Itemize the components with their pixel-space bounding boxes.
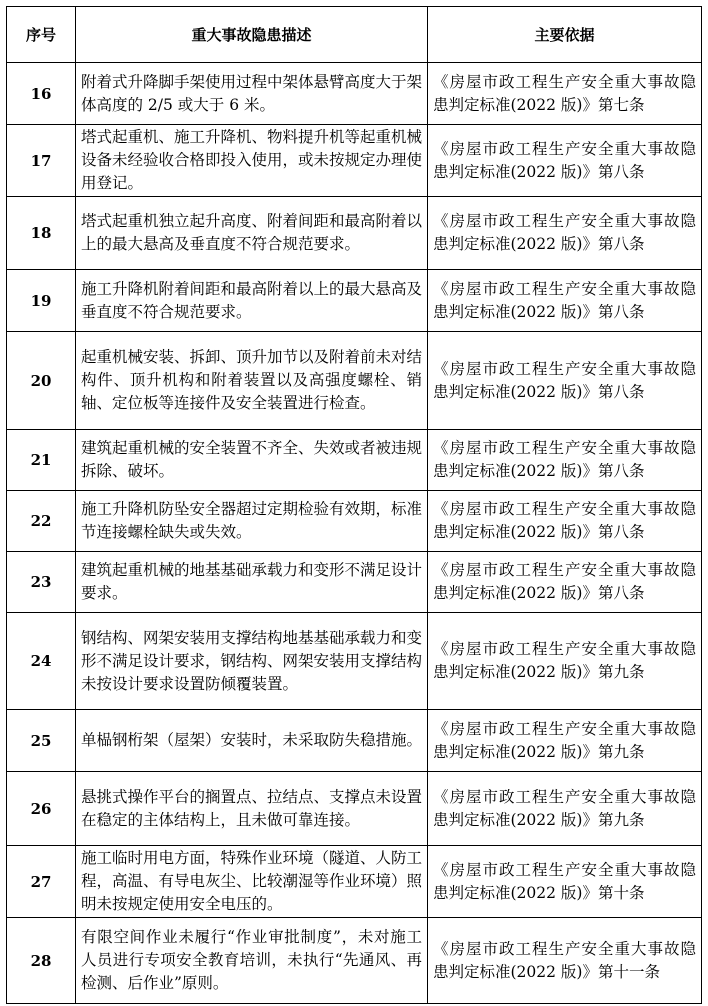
hazard-description: 悬挑式操作平台的搁置点、拉结点、支撑点未设置在稳定的主体结构上，且未做可靠连接。 — [76, 772, 428, 846]
table-row — [7, 918, 702, 1004]
row-number: 19 — [7, 270, 76, 332]
row-number: 17 — [7, 125, 76, 197]
table-row — [7, 430, 702, 491]
row-number: 23 — [7, 552, 76, 613]
row-number: 27 — [7, 846, 76, 918]
regulation-basis: 《房屋市政工程生产安全重大事故隐患判定标准(2022 版)》第九条 — [428, 613, 702, 710]
header-basis: 主要依据 — [428, 7, 702, 63]
row-number: 26 — [7, 772, 76, 846]
row-number: 28 — [7, 918, 76, 1004]
regulation-basis: 《房屋市政工程生产安全重大事故隐患判定标准(2022 版)》第八条 — [428, 270, 702, 332]
table-row — [7, 332, 702, 430]
hazard-description: 附着式升降脚手架使用过程中架体悬臂高度大于架体高度的 2/5 或大于 6 米。 — [76, 63, 428, 125]
hazard-description: 建筑起重机械的地基基础承载力和变形不满足设计要求。 — [76, 552, 428, 613]
hazard-description: 施工升降机附着间距和最高附着以上的最大悬高及垂直度不符合规范要求。 — [76, 270, 428, 332]
table-row — [7, 125, 702, 197]
regulation-basis: 《房屋市政工程生产安全重大事故隐患判定标准(2022 版)》第八条 — [428, 552, 702, 613]
table-row — [7, 491, 702, 552]
regulation-basis: 《房屋市政工程生产安全重大事故隐患判定标准(2022 版)》第八条 — [428, 197, 702, 270]
hazard-description: 塔式起重机、施工升降机、物料提升机等起重机械设备未经验收合格即投入使用，或未按规定办理使用登记。 — [76, 125, 428, 197]
table-row — [7, 552, 702, 613]
regulation-basis: 《房屋市政工程生产安全重大事故隐患判定标准(2022 版)》第九条 — [428, 710, 702, 772]
row-number: 18 — [7, 197, 76, 270]
header-row — [7, 7, 702, 63]
table-row — [7, 197, 702, 270]
regulation-basis: 《房屋市政工程生产安全重大事故隐患判定标准(2022 版)》第八条 — [428, 430, 702, 491]
table-row — [7, 63, 702, 125]
regulation-basis: 《房屋市政工程生产安全重大事故隐患判定标准(2022 版)》第八条 — [428, 491, 702, 552]
header-no: 序号 — [7, 7, 76, 63]
table-row — [7, 710, 702, 772]
regulation-basis: 《房屋市政工程生产安全重大事故隐患判定标准(2022 版)》第十一条 — [428, 918, 702, 1004]
header-description: 重大事故隐患描述 — [76, 7, 428, 63]
row-number: 20 — [7, 332, 76, 430]
hazard-description: 施工升降机防坠安全器超过定期检验有效期，标准节连接螺栓缺失或失效。 — [76, 491, 428, 552]
row-number: 24 — [7, 613, 76, 710]
table-row — [7, 613, 702, 710]
hazard-description: 有限空间作业未履行“作业审批制度”，未对施工人员进行专项安全教育培训，未执行“先通风、再检测、后作业”原则。 — [76, 918, 428, 1004]
table-row — [7, 270, 702, 332]
row-number: 21 — [7, 430, 76, 491]
row-number: 16 — [7, 63, 76, 125]
regulation-basis: 《房屋市政工程生产安全重大事故隐患判定标准(2022 版)》第十条 — [428, 846, 702, 918]
table-row — [7, 846, 702, 918]
row-number: 22 — [7, 491, 76, 552]
hazard-description: 塔式起重机独立起升高度、附着间距和最高附着以上的最大悬高及垂直度不符合规范要求。 — [76, 197, 428, 270]
hazard-table — [6, 6, 702, 1004]
regulation-basis: 《房屋市政工程生产安全重大事故隐患判定标准(2022 版)》第七条 — [428, 63, 702, 125]
hazard-description: 钢结构、网架安装用支撑结构地基基础承载力和变形不满足设计要求，钢结构、网架安装用支撑结构未按设计要求设置防倾覆装置。 — [76, 613, 428, 710]
row-number: 25 — [7, 710, 76, 772]
hazard-description: 起重机械安装、拆卸、顶升加节以及附着前未对结构件、顶升机构和附着装置以及高强度螺栓、销轴、定位板等连接件及安全装置进行检查。 — [76, 332, 428, 430]
regulation-basis: 《房屋市政工程生产安全重大事故隐患判定标准(2022 版)》第九条 — [428, 772, 702, 846]
hazard-description: 建筑起重机械的安全装置不齐全、失效或者被违规拆除、破坏。 — [76, 430, 428, 491]
regulation-basis: 《房屋市政工程生产安全重大事故隐患判定标准(2022 版)》第八条 — [428, 125, 702, 197]
hazard-description: 单榀钢桁架（屋架）安装时，未采取防失稳措施。 — [76, 710, 428, 772]
hazard-description: 施工临时用电方面，特殊作业环境（隧道、人防工程，高温、有导电灰尘、比较潮湿等作业环境）照明未按规定使用安全电压的。 — [76, 846, 428, 918]
table-row — [7, 772, 702, 846]
regulation-basis: 《房屋市政工程生产安全重大事故隐患判定标准(2022 版)》第八条 — [428, 332, 702, 430]
